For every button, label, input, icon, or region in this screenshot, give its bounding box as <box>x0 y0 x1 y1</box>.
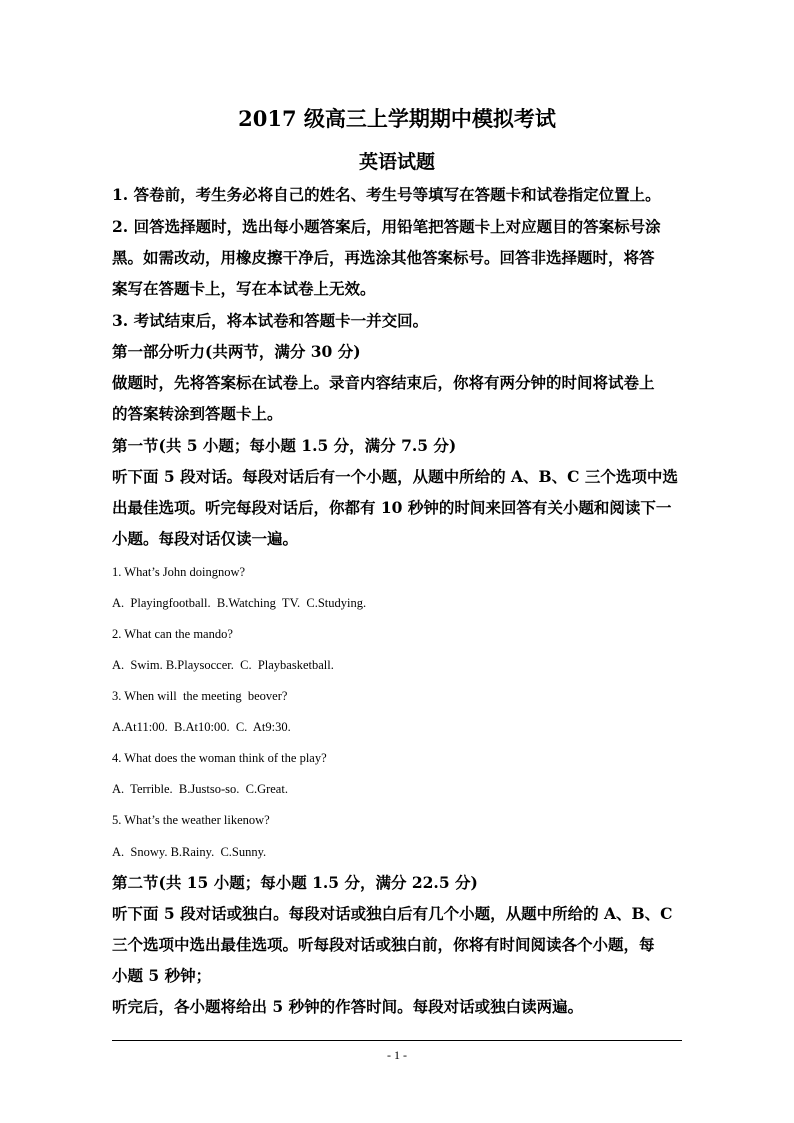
section2-desc-line-2: 三个选项中选出最佳选项。听每段对话或独白前，你将有时间阅读各个小题，每 <box>112 935 655 954</box>
section1-desc-line-2: 出最佳选项。听完每段对话后，你都有 10 秒钟的时间来回答有关小题和阅读下一 <box>112 498 672 517</box>
exam-subtitle: 英语试题 <box>358 151 435 173</box>
part1-heading: 第一部分听力(共两节，满分 30 分) <box>112 342 361 361</box>
section1-heading: 第一节(共 5 小题；每小题 1.5 分，满分 7.5 分) <box>112 436 457 455</box>
page-number: - 1 - <box>387 1048 407 1062</box>
instruction-2-line-2: 黑。如需改动，用橡皮擦干净后，再选涂其他答案标号。回答非选择题时，将答 <box>112 248 655 267</box>
instruction-2-line-1: 2. 回答选择题时，选出每小题答案后，用铅笔把答题卡上对应题目的答案标号涂 <box>112 217 661 236</box>
part1-note-line-1: 做题时，先将答案标在试卷上。录音内容结束后，你将有两分钟的时间将试卷上 <box>112 373 655 392</box>
instruction-2-line-3: 案写在答题卡上，写在本试卷上无效。 <box>112 279 376 298</box>
section2-desc-line-4: 听完后，各小题将给出 5 秒钟的作答时间。每段对话或独白读两遍。 <box>112 997 584 1016</box>
section1-desc-line-1: 听下面 5 段对话。每段对话后有一个小题，从题中所给的 A、B、C 三个选项中选 <box>112 467 678 486</box>
exam-title: 2017 级高三上学期期中模拟考试 <box>238 106 556 131</box>
question-1-options: A. Playingfootball. B.Watching TV. C.Studying. <box>112 596 367 610</box>
part1-note-line-2: 的答案转涂到答题卡上。 <box>112 404 283 423</box>
instruction-3: 3. 考试结束后，将本试卷和答题卡一并交回。 <box>112 311 429 330</box>
question-2: 2. What can the mando? <box>112 627 233 641</box>
section1-desc-line-3: 小题。每段对话仅读一遍。 <box>112 529 299 548</box>
section2-desc-line-1: 听下面 5 段对话或独白。每段对话或独白后有几个小题，从题中所给的 A、B、C <box>112 904 673 923</box>
question-4: 4. What does the woman think of the play? <box>112 751 327 765</box>
question-3: 3. When will the meeting beover? <box>112 689 288 703</box>
question-5-options: A. Snowy. B.Rainy. C.Sunny. <box>112 845 267 859</box>
question-3-options: A.At11:00. B.At10:00. C. At9:30. <box>112 720 291 734</box>
instruction-1: 1. 答卷前，考生务必将自己的姓名、考生号等填写在答题卡和试卷指定位置上。 <box>112 185 661 204</box>
section2-desc-line-3: 小题 5 秒钟； <box>112 966 212 985</box>
question-2-options: A. Swim. B.Playsoccer. C. Playbasketball. <box>112 658 334 672</box>
question-4-options: A. Terrible. B.Justso-so. C.Great. <box>112 782 288 796</box>
question-5: 5. What’s the weather likenow? <box>112 813 270 827</box>
footer-divider <box>112 1040 682 1041</box>
section2-heading: 第二节(共 15 小题；每小题 1.5 分，满分 22.5 分) <box>112 873 478 892</box>
question-1: 1. What’s John doingnow? <box>112 565 246 579</box>
